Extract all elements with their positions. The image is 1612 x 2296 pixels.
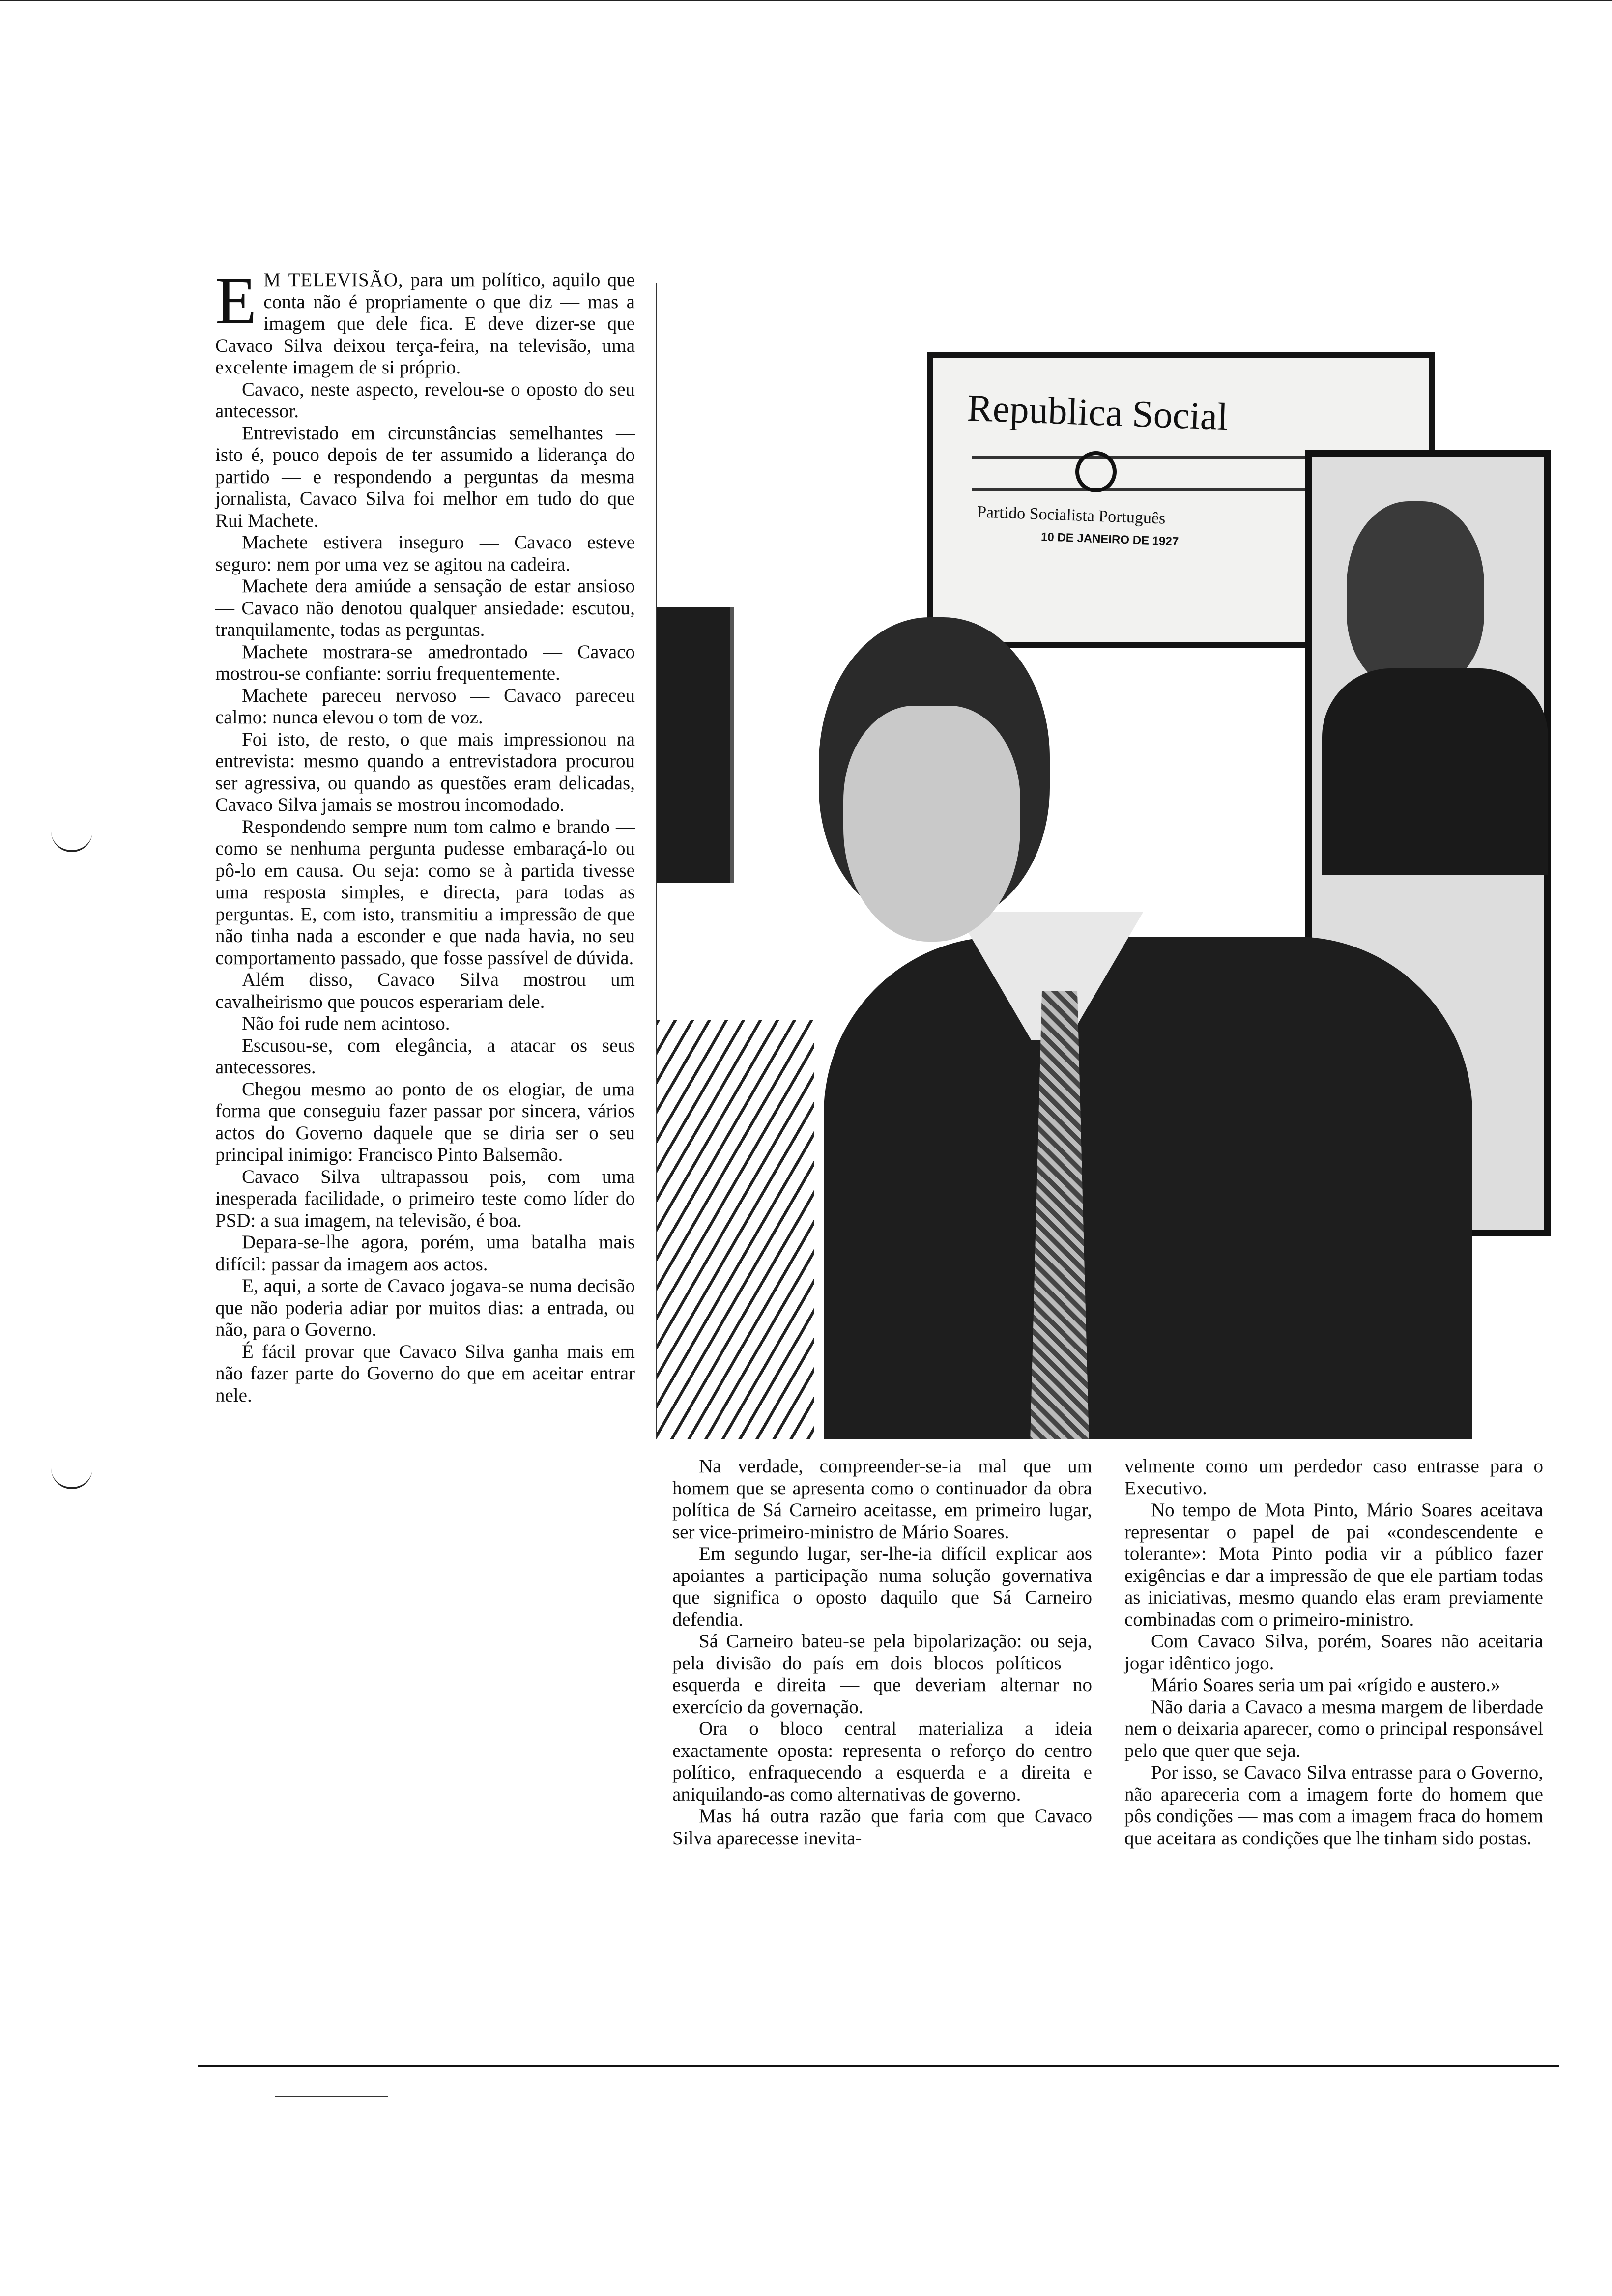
paragraph: Machete dera amiúde a sensação de estar ansioso — Cavaco não denotou qualquer ansiedade: escutou, tranquilamente, todas as perguntas. xyxy=(215,575,635,640)
margin-mark xyxy=(51,831,92,852)
article-column-2 xyxy=(672,1456,1092,1849)
paragraph: Mário Soares seria um pai «rígido e austero.» xyxy=(1151,1674,1500,1695)
paragraph: Cavaco Silva ultrapassou pois, com uma inesperada facilidade, o primeiro teste como líder do PSD: a sua imagem, na televisão, é boa. xyxy=(215,1166,635,1231)
paragraph: Mas há outra razão que faria com que Cavaco Silva aparecesse inevita- xyxy=(672,1806,1092,1849)
paragraph: Sá Carneiro bateu-se pela bipolarização: ou seja, pela divisão do país em dois blocos políticos — esquerda e direita — que deveriam alternar no exercício da governação. xyxy=(672,1631,1092,1718)
lead-paragraph xyxy=(215,263,635,379)
paragraph: Não foi rude nem acintoso. xyxy=(242,1013,450,1034)
man-suit xyxy=(824,937,1472,1439)
paragraph: Entrevistado em circunstâncias semelhantes — isto é, pouco depois de ter assumido a liderança do partido — e respondendo a perguntas da mesma jornalista, Cavaco Silva foi melhor em tudo do que Rui Machete. xyxy=(215,422,635,531)
portrait-suit xyxy=(1322,668,1548,875)
drop-cap: E xyxy=(215,263,257,338)
portrait-face xyxy=(1347,501,1484,688)
article-photo xyxy=(656,283,1551,1439)
paragraph: Machete mostrara-se amedrontado — Cavaco mostrou-se confiante: sorriu frequentemente. xyxy=(215,641,635,684)
man-face xyxy=(843,706,1020,942)
paragraph: No tempo de Mota Pinto, Mário Soares aceitava representar o papel de pai «condescendente e tolerante»: Mota Pinto podia vir a público fazer exigências e dar a impressão de que ele partiam todas as iniciativas, mesmo quando elas eram previamente combinadas com o primeiro-ministro. xyxy=(1124,1499,1543,1630)
poster-date: 10 DE JANEIRO DE 1927 xyxy=(1040,530,1179,548)
bottom-rule xyxy=(198,2065,1559,2067)
paragraph: Na verdade, compreender-se-ia mal que um homem que se apresenta como o continuador da obra política de Sá Carneiro aceitasse, em primeiro lugar, ser vice-primeiro-ministro de Mário Soares. xyxy=(672,1456,1092,1543)
paragraph: E, aqui, a sorte de Cavaco jogava-se numa decisão que não poderia adiar por muitos dias: a entrada, ou não, para o Governo. xyxy=(215,1275,635,1340)
poster-subtitle: Partido Socialista Português xyxy=(977,503,1166,528)
paragraph: Além disso, Cavaco Silva mostrou um cavalheirismo que poucos esperariam dele. xyxy=(215,969,635,1012)
paragraph: Machete pareceu nervoso — Cavaco pareceu calmo: nunca elevou o tom de voz. xyxy=(215,685,635,728)
paragraph: Não daria a Cavaco a mesma margem de liberdade nem o deixaria aparecer, como o principal responsável pelo que quer que seja. xyxy=(1124,1696,1543,1761)
paragraph: Em segundo lugar, ser-lhe-ia difícil explicar aos apoiantes a participação numa solução governativa que significa o oposto daquilo que Sá Carneiro defendia. xyxy=(672,1543,1092,1630)
paragraph: Ora o bloco central materializa a ideia exactamente oposta: representa o reforço do centro político, enfraquecendo a esquerda e a direita e aniquilando-as como alternativas de governo. xyxy=(672,1718,1092,1805)
lead-caps: M TELEVISÃO, xyxy=(263,269,403,290)
paragraph: Cavaco, neste aspecto, revelou-se o oposto do seu antecessor. xyxy=(215,378,635,422)
paragraph: Machete estivera inseguro — Cavaco esteve seguro: nem por uma vez se agitou na cadeira. xyxy=(215,532,635,575)
margin-mark xyxy=(51,1467,92,1489)
paragraph: Depara-se-lhe agora, porém, uma batalha mais difícil: passar da imagem aos actos. xyxy=(215,1232,635,1275)
poster-title: Republica Social xyxy=(966,386,1229,438)
paragraph: Com Cavaco Silva, porém, Soares não aceitaria jogar idêntico jogo. xyxy=(1124,1631,1543,1674)
plant-leaves xyxy=(657,1020,814,1439)
paragraph: velmente como um perdedor caso entrasse para o Executivo. xyxy=(1124,1456,1543,1499)
poster-logo-icon xyxy=(1075,451,1117,492)
top-rule xyxy=(0,0,1612,1)
article-column-3 xyxy=(1124,1456,1543,1849)
paragraph: Por isso, se Cavaco Silva entrasse para o Governo, não apareceria com a imagem forte do homem que pôs condições — mas com a imagem fraca do homem que aceitara as condições que lhe tinham sido postas. xyxy=(1124,1762,1543,1849)
side-frame xyxy=(657,607,734,883)
paragraph: Foi isto, de resto, o que mais impressionou na entrevista: mesmo quando a entrevistadora procurou ser agressiva, ou quando as questões eram delicadas, Cavaco Silva jamais se mostrou incomodado. xyxy=(215,728,635,815)
paragraph: Chegou mesmo ao ponto de os elogiar, de uma forma que conseguiu fazer passar por sincera, vários actos do Governo daquele que se diria ser o seu principal inimigo: Francisco Pinto Balsemão. xyxy=(215,1078,635,1165)
paragraph: É fácil provar que Cavaco Silva ganha mais em não fazer parte do Governo do que em aceitar entrar nele. xyxy=(215,1341,635,1406)
paragraph: Escusou-se, com elegância, a atacar os seus antecessores. xyxy=(215,1034,635,1078)
lead-text: para um político, aquilo que conta não é propriamente o que diz — mas a imagem que dele fica. E deve dizer-se que Cavaco Silva deixou terça-feira, na televisão, uma excelente imagem de si próprio. xyxy=(215,269,635,378)
bottom-rule-short xyxy=(275,2096,388,2097)
article-column-1 xyxy=(215,263,635,1406)
paragraph: Respondendo sempre num tom calmo e brando — como se nenhuma pergunta pudesse embaraçá-lo ou pô-lo em causa. Ou seja: como se à partida tivesse uma resposta simples, e directa, para todas as perguntas. E, com isto, transmitiu a impressão de que não tinha nada a esconder e que nada havia, no seu comportamento passado, que fosse passível de dúvida. xyxy=(215,816,635,969)
poster-rules xyxy=(972,456,1355,491)
